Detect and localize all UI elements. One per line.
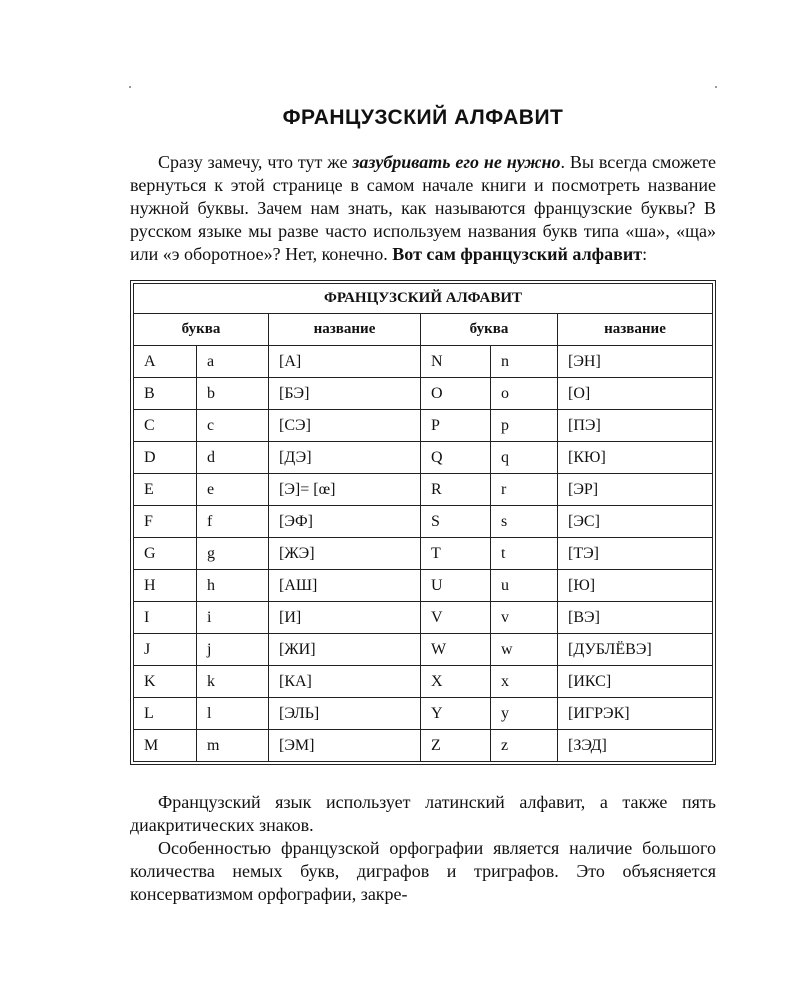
uppercase-letter: Q bbox=[421, 442, 491, 474]
lowercase-letter: q bbox=[491, 442, 558, 474]
uppercase-letter: F bbox=[134, 506, 197, 538]
letter-name: [ЗЭД] bbox=[558, 730, 713, 762]
table-row bbox=[134, 346, 713, 378]
uppercase-letter: Y bbox=[421, 698, 491, 730]
table-caption: ФРАНЦУЗСКИЙ АЛФАВИТ bbox=[134, 284, 713, 314]
header-name: название bbox=[269, 314, 421, 346]
uppercase-letter: A bbox=[134, 346, 197, 378]
uppercase-letter: H bbox=[134, 570, 197, 602]
lowercase-letter: b bbox=[197, 378, 269, 410]
lowercase-letter: h bbox=[197, 570, 269, 602]
page-corner-mark bbox=[129, 86, 131, 88]
lowercase-letter: c bbox=[197, 410, 269, 442]
lowercase-letter: j bbox=[197, 634, 269, 666]
lowercase-letter: n bbox=[491, 346, 558, 378]
uppercase-letter: S bbox=[421, 506, 491, 538]
uppercase-letter: K bbox=[134, 666, 197, 698]
intro-text-1: Сразу замечу, что тут же bbox=[158, 152, 353, 172]
uppercase-letter: U bbox=[421, 570, 491, 602]
uppercase-letter: D bbox=[134, 442, 197, 474]
table-row bbox=[134, 410, 713, 442]
letter-name: [ИКС] bbox=[558, 666, 713, 698]
lowercase-letter: p bbox=[491, 410, 558, 442]
letter-name: [ДУБЛЁВЭ] bbox=[558, 634, 713, 666]
letter-name: [ЭФ] bbox=[269, 506, 421, 538]
uppercase-letter: R bbox=[421, 474, 491, 506]
intro-paragraph bbox=[130, 151, 716, 266]
uppercase-letter: Z bbox=[421, 730, 491, 762]
lowercase-letter: i bbox=[197, 602, 269, 634]
lowercase-letter: u bbox=[491, 570, 558, 602]
page-corner-mark bbox=[715, 86, 717, 88]
intro-text-2: . Вы всегда сможете вернуться к этой странице в самом начале книги и посмотреть название нужной буквы. Зачем нам знать, как называются французские буквы? В русском языке мы разве часто используем названия букв типа «ша», «ща» или «э оборотное»? Нет, конечно. bbox=[130, 152, 716, 264]
intro-text-3: : bbox=[642, 244, 648, 264]
lowercase-letter: t bbox=[491, 538, 558, 570]
lowercase-letter: x bbox=[491, 666, 558, 698]
uppercase-letter: T bbox=[421, 538, 491, 570]
letter-name: [СЭ] bbox=[269, 410, 421, 442]
letter-name: [ЭС] bbox=[558, 506, 713, 538]
uppercase-letter: W bbox=[421, 634, 491, 666]
letter-name: [КА] bbox=[269, 666, 421, 698]
lowercase-letter: l bbox=[197, 698, 269, 730]
table-row bbox=[134, 602, 713, 634]
lowercase-letter: e bbox=[197, 474, 269, 506]
intro-bold: Вот сам французский алфавит bbox=[392, 244, 643, 264]
uppercase-letter: C bbox=[134, 410, 197, 442]
letter-name: [ВЭ] bbox=[558, 602, 713, 634]
header-name: название bbox=[558, 314, 713, 346]
letter-name: [ЭМ] bbox=[269, 730, 421, 762]
uppercase-letter: X bbox=[421, 666, 491, 698]
uppercase-letter: N bbox=[421, 346, 491, 378]
letter-name: [ЭЛЬ] bbox=[269, 698, 421, 730]
lowercase-letter: g bbox=[197, 538, 269, 570]
header-letter: буква bbox=[421, 314, 558, 346]
table-row bbox=[134, 474, 713, 506]
letter-name: [АШ] bbox=[269, 570, 421, 602]
page-title: ФРАНЦУЗСКИЙ АЛФАВИТ bbox=[282, 106, 564, 129]
lowercase-letter: r bbox=[491, 474, 558, 506]
uppercase-letter: J bbox=[134, 634, 197, 666]
table-row bbox=[134, 666, 713, 698]
letter-name: [О] bbox=[558, 378, 713, 410]
intro-emphasis: зазубривать его не нужно bbox=[352, 152, 561, 172]
table-row bbox=[134, 730, 713, 762]
uppercase-letter: I bbox=[134, 602, 197, 634]
letter-name: [ЖЭ] bbox=[269, 538, 421, 570]
lowercase-letter: v bbox=[491, 602, 558, 634]
uppercase-letter: G bbox=[134, 538, 197, 570]
uppercase-letter: M bbox=[134, 730, 197, 762]
table-row bbox=[134, 378, 713, 410]
after-paragraph-1: Французский язык использует латинский алфавит, а также пять диакритических знаков. bbox=[130, 792, 716, 835]
letter-name: [ДЭ] bbox=[269, 442, 421, 474]
letter-name: [А] bbox=[269, 346, 421, 378]
uppercase-letter: P bbox=[421, 410, 491, 442]
letter-name: [КЮ] bbox=[558, 442, 713, 474]
alphabet-table-frame bbox=[130, 280, 716, 765]
lowercase-letter: k bbox=[197, 666, 269, 698]
letter-name: [ТЭ] bbox=[558, 538, 713, 570]
lowercase-letter: w bbox=[491, 634, 558, 666]
letter-name: [ЭН] bbox=[558, 346, 713, 378]
uppercase-letter: O bbox=[421, 378, 491, 410]
letter-name: [ИГРЭК] bbox=[558, 698, 713, 730]
letter-name: [БЭ] bbox=[269, 378, 421, 410]
table-body bbox=[134, 346, 713, 762]
table-row bbox=[134, 538, 713, 570]
lowercase-letter: o bbox=[491, 378, 558, 410]
lowercase-letter: z bbox=[491, 730, 558, 762]
uppercase-letter: V bbox=[421, 602, 491, 634]
letter-name: [Ю] bbox=[558, 570, 713, 602]
letter-name: [ЖИ] bbox=[269, 634, 421, 666]
letter-name: [Э]= [œ] bbox=[269, 474, 421, 506]
header-letter: буква bbox=[134, 314, 269, 346]
lowercase-letter: a bbox=[197, 346, 269, 378]
table-row bbox=[134, 506, 713, 538]
alphabet-table bbox=[133, 283, 713, 762]
letter-name: [И] bbox=[269, 602, 421, 634]
page-content bbox=[130, 100, 716, 906]
letter-name: [ПЭ] bbox=[558, 410, 713, 442]
after-paragraph-2: Особенностью французской орфографии является наличие большого количества немых букв, диграфов и триграфов. Это объясняется консерватизмом орфографии, закре- bbox=[130, 838, 716, 904]
uppercase-letter: L bbox=[134, 698, 197, 730]
lowercase-letter: y bbox=[491, 698, 558, 730]
uppercase-letter: B bbox=[134, 378, 197, 410]
lowercase-letter: m bbox=[197, 730, 269, 762]
lowercase-letter: d bbox=[197, 442, 269, 474]
table-row bbox=[134, 442, 713, 474]
lowercase-letter: f bbox=[197, 506, 269, 538]
table-row bbox=[134, 634, 713, 666]
letter-name: [ЭР] bbox=[558, 474, 713, 506]
table-row bbox=[134, 698, 713, 730]
table-row bbox=[134, 570, 713, 602]
uppercase-letter: E bbox=[134, 474, 197, 506]
lowercase-letter: s bbox=[491, 506, 558, 538]
